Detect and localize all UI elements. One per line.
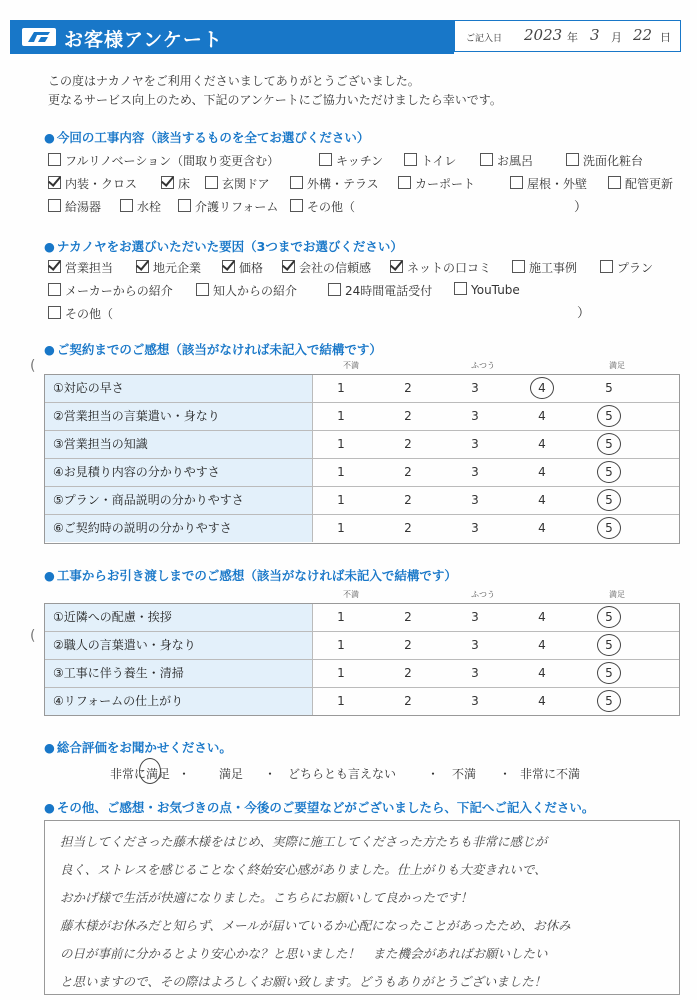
date-label: ご記入日 xyxy=(466,34,503,44)
checkbox[interactable] xyxy=(48,260,61,273)
checkbox[interactable] xyxy=(205,176,218,189)
checkbox[interactable] xyxy=(566,153,579,166)
construction-rating-table xyxy=(44,603,680,716)
checkbox[interactable] xyxy=(328,283,341,296)
option-label: 床 xyxy=(178,177,191,191)
rating-option-3[interactable]: 3 xyxy=(471,694,479,708)
selected-rating-circle xyxy=(597,634,621,656)
option-section1-1-6[interactable] xyxy=(608,175,673,192)
separator-dot: ・ xyxy=(264,767,277,781)
close-paren: ） xyxy=(574,200,588,215)
year-unit: 年 xyxy=(567,31,578,44)
rating-row xyxy=(45,688,679,716)
rating-option-4[interactable]: 4 xyxy=(538,666,546,680)
option-label: その他（ xyxy=(65,307,114,321)
rating-option-3[interactable]: 3 xyxy=(471,409,479,423)
rating-option-1[interactable]: 1 xyxy=(337,409,345,423)
option-label: 知人からの紹介 xyxy=(213,284,298,298)
rating-option-2[interactable]: 2 xyxy=(404,638,412,652)
option-label: トイレ xyxy=(421,154,457,168)
checkbox[interactable] xyxy=(120,199,133,212)
checkbox[interactable] xyxy=(319,153,332,166)
option-label: 地元企業 xyxy=(153,261,202,275)
rating-option-1[interactable]: 1 xyxy=(337,381,345,395)
option-label: その他（ xyxy=(307,200,356,214)
option-section1-1-0[interactable] xyxy=(48,175,137,192)
intro-line-1: この度はナカノヤをご利用くださいましてありがとうございました。 xyxy=(48,74,420,88)
option-label: 価格 xyxy=(239,261,264,275)
checkbox[interactable] xyxy=(282,260,295,273)
section-work-content-heading: ● 今回の工事内容（該当するものを全てお選びください） xyxy=(44,130,370,145)
option-section2-0-6[interactable] xyxy=(600,259,653,276)
rating-row xyxy=(45,632,679,660)
checkbox[interactable] xyxy=(48,306,61,319)
option-label: メーカーからの紹介 xyxy=(65,284,173,298)
rating-option-3[interactable]: 3 xyxy=(471,381,479,395)
overall-option[interactable]: どちらとも言えない xyxy=(288,767,397,781)
rating-row xyxy=(45,431,679,459)
option-label: 会社の信頼感 xyxy=(299,261,372,275)
rating-option-2[interactable]: 2 xyxy=(404,493,412,507)
checkbox[interactable] xyxy=(600,260,613,273)
selected-rating-circle xyxy=(597,489,621,511)
comment-line: と思いますので、その際はよろしくお願い致します。どうもありがとうございました！ xyxy=(60,974,547,989)
scale-mid-label: ふつう xyxy=(471,361,495,370)
rating-option-2[interactable]: 2 xyxy=(404,465,412,479)
rating-option-3[interactable]: 3 xyxy=(471,493,479,507)
rating-option-5[interactable]: 5 xyxy=(605,409,613,423)
rating-row xyxy=(45,403,679,431)
rating-option-1[interactable]: 1 xyxy=(337,694,345,708)
checkbox[interactable] xyxy=(480,153,493,166)
rating-row xyxy=(45,515,679,543)
checkbox[interactable] xyxy=(178,199,191,212)
rating-option-2[interactable]: 2 xyxy=(404,437,412,451)
option-label: 配管更新 xyxy=(625,177,674,191)
checkbox[interactable] xyxy=(510,176,523,189)
option-section2-0-0[interactable] xyxy=(48,259,113,276)
checkbox[interactable] xyxy=(48,199,61,212)
date-month-value: 3 xyxy=(590,26,600,44)
option-label: 洗面化粧台 xyxy=(583,154,644,168)
rating-item-label: ①近隣への配慮・挨拶 xyxy=(45,604,313,631)
option-section1-2-2[interactable] xyxy=(178,198,278,215)
option-section2-1-3[interactable] xyxy=(454,282,520,297)
rating-option-1[interactable]: 1 xyxy=(337,437,345,451)
rating-row xyxy=(45,459,679,487)
rating-option-1[interactable]: 1 xyxy=(337,465,345,479)
rating-option-4[interactable]: 4 xyxy=(538,465,546,479)
rating-option-1[interactable]: 1 xyxy=(337,610,345,624)
rating-option-5[interactable]: 5 xyxy=(605,694,613,708)
comment-line: おかげ様で生活が快適になりました。こちらにお願いして良かったです！ xyxy=(60,890,473,905)
option-label: カーポート xyxy=(415,177,476,191)
selected-rating-circle xyxy=(597,690,621,712)
option-section1-0-3[interactable] xyxy=(480,152,533,169)
scale-high-label: 満足 xyxy=(609,590,625,599)
overall-option[interactable]: 非常に満足 xyxy=(110,767,171,781)
month-unit: 月 xyxy=(611,31,622,44)
overall-option[interactable]: 不満 xyxy=(452,767,477,781)
option-label: 外構・テラス xyxy=(307,177,379,191)
option-section1-0-0[interactable] xyxy=(48,152,279,169)
rating-option-4[interactable]: 4 xyxy=(538,521,546,535)
option-label: フルリノベーション（間取り変更含む） xyxy=(65,154,280,168)
option-label: 内装・クロス xyxy=(65,177,138,191)
checkbox[interactable] xyxy=(48,176,61,189)
option-label: 玄関ドア xyxy=(222,177,270,191)
rating-option-3[interactable]: 3 xyxy=(471,465,479,479)
scale-low-label: 不満 xyxy=(343,361,359,370)
checkbox[interactable] xyxy=(512,260,525,273)
option-section2-2-0[interactable] xyxy=(48,305,113,322)
rating-item-label: ④リフォームの仕上がり xyxy=(45,688,313,715)
checkbox[interactable] xyxy=(222,260,235,273)
rating-option-5[interactable]: 5 xyxy=(605,610,613,624)
rating-option-2[interactable]: 2 xyxy=(404,521,412,535)
rating-option-1[interactable]: 1 xyxy=(337,666,345,680)
rating-option-5[interactable]: 5 xyxy=(605,381,613,395)
option-section2-0-1[interactable] xyxy=(136,259,201,276)
scale-high-label: 満足 xyxy=(609,361,625,370)
section-comments-heading: ● その他、ご感想・お気づきの点・今後のご要望などがございましたら、下記へご記入ください。 xyxy=(44,800,595,815)
rating-option-4[interactable]: 4 xyxy=(538,610,546,624)
rating-option-5[interactable]: 5 xyxy=(605,465,613,479)
rating-option-1[interactable]: 1 xyxy=(337,493,345,507)
rating-row xyxy=(45,660,679,688)
rating-option-5[interactable]: 5 xyxy=(605,521,613,535)
rating-option-3[interactable]: 3 xyxy=(471,638,479,652)
rating-option-4[interactable]: 4 xyxy=(538,694,546,708)
scale-low-label: 不満 xyxy=(343,590,359,599)
option-section2-0-5[interactable] xyxy=(512,259,577,276)
checkbox[interactable] xyxy=(48,283,61,296)
option-section1-0-1[interactable] xyxy=(319,152,383,169)
checkbox[interactable] xyxy=(608,176,621,189)
selected-overall-circle xyxy=(139,758,161,784)
rating-option-2[interactable]: 2 xyxy=(404,610,412,624)
checkbox[interactable] xyxy=(398,176,411,189)
rating-item-label: ⑤プラン・商品説明の分かりやすさ xyxy=(45,487,313,514)
separator-dot: ・ xyxy=(178,767,191,781)
rating-item-label: ③営業担当の知識 xyxy=(45,431,313,458)
rating-option-4[interactable]: 4 xyxy=(538,638,546,652)
intro-line-2: 更なるサービス向上のため、下記のアンケートにご協力いただけましたら幸いです。 xyxy=(48,93,502,107)
rating-option-3[interactable]: 3 xyxy=(471,521,479,535)
rating-option-5[interactable]: 5 xyxy=(605,666,613,680)
section-pre-contract-heading: ● ご契約までのご感想（該当がなければ未記入で結構です） xyxy=(44,342,382,357)
separator-dot: ・ xyxy=(499,767,512,781)
option-section1-2-0[interactable] xyxy=(48,198,101,215)
option-label: 屋根・外壁 xyxy=(527,177,588,191)
option-label: 水栓 xyxy=(137,200,162,214)
option-label: 介護リフォーム xyxy=(195,200,279,214)
checkbox[interactable] xyxy=(48,153,61,166)
option-section2-1-1[interactable] xyxy=(196,282,297,299)
rating-option-4[interactable]: 4 xyxy=(538,381,546,395)
selected-rating-circle xyxy=(597,433,621,455)
rating-item-label: ②職人の言葉遣い・身なり xyxy=(45,632,313,659)
rating-option-2[interactable]: 2 xyxy=(404,694,412,708)
rating-option-3[interactable]: 3 xyxy=(471,610,479,624)
rating-option-4[interactable]: 4 xyxy=(538,437,546,451)
option-section1-1-3[interactable] xyxy=(290,175,379,192)
option-section2-0-2[interactable] xyxy=(222,259,263,276)
option-label: 24時間電話受付 xyxy=(345,284,433,298)
rating-option-3[interactable]: 3 xyxy=(471,666,479,680)
rating-option-4[interactable]: 4 xyxy=(538,409,546,423)
rating-option-2[interactable]: 2 xyxy=(404,666,412,680)
close-paren: ） xyxy=(577,306,591,321)
option-label: 給湯器 xyxy=(65,200,102,214)
section-construction-heading: ● 工事からお引き渡しまでのご感想（該当がなければ未記入で結構です） xyxy=(44,568,457,583)
day-unit: 日 xyxy=(660,31,671,44)
option-label: YouTube xyxy=(471,283,520,297)
rating-option-1[interactable]: 1 xyxy=(337,638,345,652)
checkbox[interactable] xyxy=(161,176,174,189)
comment-line: 担当してくださった藤木様をはじめ、実際に施工してくださった方たちも非常に感じが xyxy=(60,834,548,849)
rating-item-label: ⑥ご契約時の説明の分かりやすさ xyxy=(45,515,313,542)
checkbox[interactable] xyxy=(196,283,209,296)
option-section1-1-5[interactable] xyxy=(510,175,587,192)
option-section1-1-2[interactable] xyxy=(205,175,270,192)
option-label: キッチン xyxy=(336,154,384,168)
rating-option-5[interactable]: 5 xyxy=(605,638,613,652)
rating-option-1[interactable]: 1 xyxy=(337,521,345,535)
rating-option-3[interactable]: 3 xyxy=(471,437,479,451)
rating-item-label: ②営業担当の言葉遣い・身なり xyxy=(45,403,313,430)
option-label: お風呂 xyxy=(497,154,534,168)
section-overall-heading: ● 総合評価をお聞かせください。 xyxy=(44,740,232,755)
rating-row xyxy=(45,487,679,515)
rating-row xyxy=(45,604,679,632)
selected-rating-circle xyxy=(597,662,621,684)
pre-contract-rating-table xyxy=(44,374,680,544)
option-section1-2-3[interactable] xyxy=(290,198,355,215)
margin-mark: ( xyxy=(30,358,36,374)
checkbox[interactable] xyxy=(390,260,403,273)
checkbox[interactable] xyxy=(454,282,467,295)
selected-rating-circle xyxy=(597,461,621,483)
selected-rating-circle xyxy=(597,517,621,539)
checkbox[interactable] xyxy=(290,176,303,189)
rating-item-label: ①対応の早さ xyxy=(45,375,313,402)
section-reasons-heading: ● ナカノヤをお選びいただいた要因（3つまでお選びください） xyxy=(44,239,403,254)
checkbox[interactable] xyxy=(136,260,149,273)
rating-option-5[interactable]: 5 xyxy=(605,437,613,451)
option-section2-0-3[interactable] xyxy=(282,259,371,276)
option-section2-0-4[interactable] xyxy=(390,259,491,276)
comment-line: 良く、ストレスを感じることなく終始安心感がありました。仕上がりも大変きれいで、 xyxy=(60,862,547,877)
rating-option-4[interactable]: 4 xyxy=(538,493,546,507)
comment-line: の日が事前に分かるとより安心かな？と思いました！ また機会があればお願いしたい xyxy=(60,946,548,961)
margin-mark: ( xyxy=(30,628,36,644)
rating-option-5[interactable]: 5 xyxy=(605,493,613,507)
selected-rating-circle xyxy=(597,606,621,628)
option-section1-2-1[interactable] xyxy=(120,198,161,215)
nakanoya-logo-icon xyxy=(22,28,56,46)
rating-item-label: ③工事に伴う養生・清掃 xyxy=(45,660,313,687)
overall-option[interactable]: 非常に不満 xyxy=(520,767,581,781)
option-section1-1-4[interactable] xyxy=(398,175,475,192)
selected-rating-circle xyxy=(530,377,554,399)
rating-option-2[interactable]: 2 xyxy=(404,409,412,423)
option-label: 営業担当 xyxy=(65,261,114,275)
date-day-value: 22 xyxy=(633,26,653,44)
option-section2-1-0[interactable] xyxy=(48,282,173,299)
option-label: 施工事例 xyxy=(529,261,578,275)
option-section1-0-4[interactable] xyxy=(566,152,643,169)
scale-mid-label: ふつう xyxy=(471,590,495,599)
option-section1-0-2[interactable] xyxy=(404,152,456,169)
comment-line: 藤木様がお休みだと知らず、メールが届いているか心配になったことがあったため、お休み xyxy=(60,918,571,933)
rating-option-2[interactable]: 2 xyxy=(404,381,412,395)
option-section2-1-2[interactable] xyxy=(328,282,432,299)
rating-item-label: ④お見積り内容の分かりやすさ xyxy=(45,459,313,486)
option-section1-1-1[interactable] xyxy=(161,175,190,192)
separator-dot: ・ xyxy=(427,767,440,781)
option-label: ネットの口コミ xyxy=(407,261,492,275)
checkbox[interactable] xyxy=(404,153,417,166)
option-label: プラン xyxy=(617,261,654,275)
overall-option[interactable]: 満足 xyxy=(219,767,244,781)
selected-rating-circle xyxy=(597,405,621,427)
date-year-value: 2023 xyxy=(524,26,563,44)
rating-row xyxy=(45,375,679,403)
checkbox[interactable] xyxy=(290,199,303,212)
page-title: お客様アンケート xyxy=(64,29,223,51)
